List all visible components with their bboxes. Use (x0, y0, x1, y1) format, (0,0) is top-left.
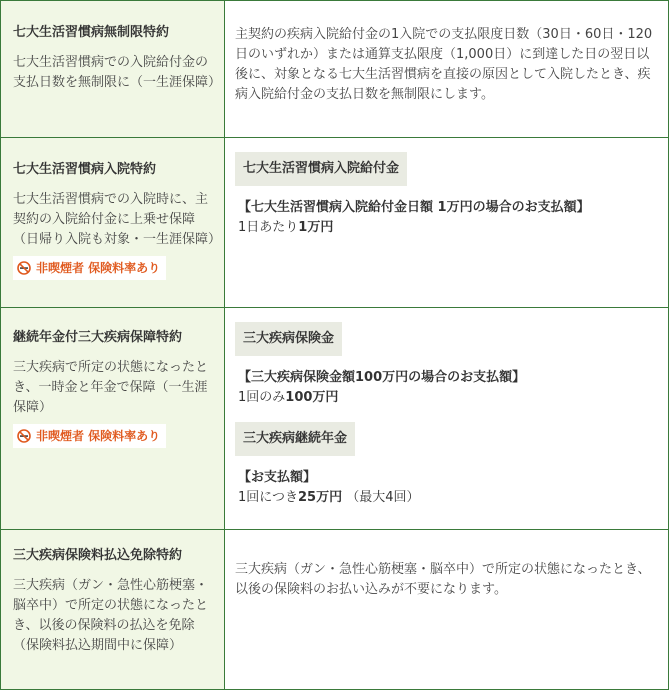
benefit-amount (238, 218, 658, 238)
rider-summary: 三大疾病（ガン・急性心筋梗塞・脳卒中）で所定の状態になったとき、以後の保険料の払込を免除（保険料払込期間中に保障） (13, 578, 209, 653)
annuity-amount (238, 488, 658, 508)
badge-label: 非喫煙者 保険料率あり (36, 261, 161, 275)
rider-name-cell (1, 138, 225, 308)
rider-detail-cell (225, 530, 669, 690)
rider-summary: 三大疾病で所定の状態になったとき、一時金と年金で保障（一生涯保障） (13, 360, 209, 415)
amount-suffix: （最大4回） (342, 490, 420, 505)
rider-name: 継続年金付三大疾病保障特約 (13, 330, 183, 345)
rider-name: 七大生活習慣病入院特約 (13, 162, 157, 177)
no-smoking-icon (17, 261, 31, 275)
benefit-amount (238, 388, 658, 408)
benefit-example: 【七大生活習慣病入院給付金日額 1万円の場合のお支払額】 (238, 200, 590, 215)
amount-value: 1万円 (298, 220, 334, 235)
table-row (1, 1, 669, 138)
rider-detail-text: 三大疾病（ガン・急性心筋梗塞・脳卒中）で所定の状態になったとき、以後の保険料のお払い込みが不要になります。 (235, 562, 651, 597)
rider-summary: 七大生活習慣病での入院時に、主契約の入院給付金に上乗せ保障（日帰り入院も対象・一生涯保障） (13, 192, 222, 247)
badge-label: 非喫煙者 保険料率あり (36, 429, 161, 443)
benefit-title: 三大疾病保険金 (235, 322, 342, 356)
rider-detail-text: 主契約の疾病入院給付金の1入院での支払限度日数（30日・60日・120日のいずれか）または通算支払限度（1,000日）に到達した日の翌日以後に、対象となる七大生活習慣病を直接の原因として入院したとき、疾病入院給付金の支払日数を無制限にします。 (235, 27, 653, 102)
rider-name: 七大生活習慣病無制限特約 (13, 25, 170, 40)
table-row (1, 308, 669, 530)
rider-detail-cell (225, 138, 669, 308)
benefit-example: 【三大疾病保険金額100万円の場合のお支払額】 (238, 370, 526, 385)
amount-prefix: 1日あたり (238, 220, 299, 235)
no-smoking-icon (17, 429, 31, 443)
non-smoker-rate-badge (13, 256, 166, 280)
amount-value: 100万円 (285, 390, 339, 405)
rider-detail-cell (225, 1, 669, 138)
annuity-example: 【お支払額】 (238, 470, 317, 485)
table-row (1, 530, 669, 690)
annuity-title: 三大疾病継続年金 (235, 422, 355, 456)
non-smoker-rate-badge (13, 424, 166, 448)
benefit-title: 七大生活習慣病入院給付金 (235, 152, 407, 186)
rider-name-cell (1, 530, 225, 690)
amount-prefix: 1回のみ (238, 390, 286, 405)
rider-name-cell (1, 308, 225, 530)
table-row (1, 138, 669, 308)
amount-value: 25万円 (298, 490, 343, 505)
rider-detail-cell (225, 308, 669, 530)
amount-prefix: 1回につき (238, 490, 299, 505)
rider-name: 三大疾病保険料払込免除特約 (13, 548, 183, 563)
rider-summary: 七大生活習慣病での入院給付金の支払日数を無制限に（一生涯保障） (13, 55, 222, 90)
rider-name-cell (1, 1, 225, 138)
